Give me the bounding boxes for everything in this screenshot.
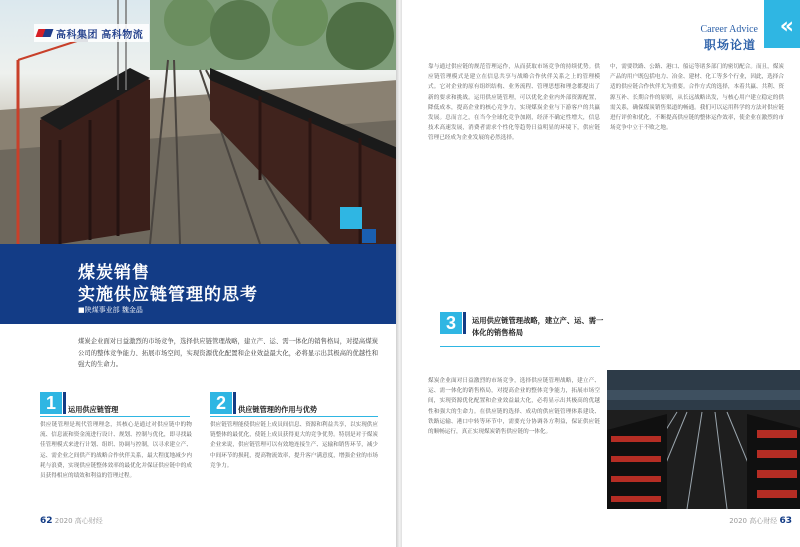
railway-yard-photo [607, 370, 800, 509]
section-3-title: 运用供应链管理战略，建立产、运、需一体化的销售格局 [472, 316, 604, 337]
section-3-number: 3 [440, 312, 462, 334]
section-3-rule [440, 346, 600, 347]
left-column-2-text: 供应链管理能使供应链上成员间信息、资源和利益共享，以实现供应链整体的最优化，使链上成员获得更大的竞争优势。特别是对于煤炭企业来说，供应链管理可以有效地连接生产、运输和销售环节，减少中间环节的损耗，提高物流效率，提升客户满意度，增强企业的市场竞争力。 [210, 422, 378, 469]
title-accent-square [340, 207, 362, 229]
article-author: ■陕煤事业部 魏金晶 [78, 306, 143, 314]
column-label-chinese: 职场论道 [703, 38, 756, 52]
chevron-left-icon: « [779, 14, 794, 39]
article-title-line1: 煤炭销售 [78, 263, 150, 283]
right-page [402, 0, 800, 547]
right-column-1b-text: 煤炭企业面对日益激烈的市场竞争，选择供应链管理战略，建立产、运、需一体化的销售格局，对提高企业的整体竞争能力，拓展市场空间，实现资源优化配置和企业效益最大化，必将显示出其极高的优越性和强大的生命力。在供应链的选择、成功的供应链管理体系建设、铁路运输、港口中转等环节中，需要充分协调各方利益，保证供应链的顺畅运行，真正实现煤炭销售供应链的一体化。 [428, 378, 600, 436]
right-column-2-text: 中，需要铁路、公路、港口、船运等诸多部门的密切配合。而且，煤炭产品的用户既包括电力、冶金、建材、化工等多个行业，因此，选择合适的供应链合作伙伴尤为重要。合作方式的选择，本着共赢、共利、资源互补、长期合作的原则，从长远战略出发，与核心用户建立稳定的供需关系，确保煤炭销售渠道的畅通。我们可以运用科学的方法对供应链进行评价和优化，不断提高供应链的整体运作效率，使企业在激烈的市场竞争中立于不败之地。 [610, 64, 784, 132]
page-folio-right-text: 2020 高心财经 [729, 517, 778, 525]
section-2-rule [210, 416, 378, 417]
page-number-left: 62 [40, 516, 53, 526]
page-number-right: 63 [779, 516, 792, 526]
section-2-title: 供应链管理的作用与优势 [238, 405, 318, 414]
page-folio-left [40, 516, 103, 526]
logo-text: 高科集团 高科物流 [56, 29, 144, 41]
page-folio-right [729, 516, 792, 526]
title-accent-square-small [362, 229, 376, 243]
company-logo [34, 24, 149, 42]
article-title-line2: 实施供应链管理的思考 [78, 285, 258, 305]
left-page [0, 0, 398, 547]
section-1-title: 运用供应链管理 [68, 405, 119, 414]
column-label-english: Career Advice [700, 24, 758, 35]
column-tab [764, 0, 800, 48]
article-intro: 煤炭企业面对日益激烈的市场竞争，选择供应链管理战略，建立产、运、需一体化的销售格局，对提高煤炭公司的整体竞争能力、拓展市场空间，实现资源优化配置和企业效益最大化，必将显示出其极高的优越性和强大的生命力。 [78, 338, 378, 368]
page-folio-left-text: 2020 高心财经 [54, 517, 103, 525]
left-column-1-text: 供应链管理是现代管理理念，其核心是通过对供应链中的物流、信息流和资金流进行设计、规划、控制与优化，即寻找最佳管理模式来进行计划、组织、协调与控制，以寻求建立产、运、需企业之间供产的战略合作伙伴关系，最大程度地减少内耗与浪费，实现供应链整体效率的最优化并保证供应链中的成员获得相应的绩效和利益的管理过程。 [40, 422, 192, 480]
section-1-rule [40, 416, 190, 417]
section-1-number: 1 [40, 392, 62, 414]
right-column-1-text: 靠与通过供应链的规范管理运作，从而获取市场竞争的持续优势。供应链管理模式是建立在信息共享与战略合作伙伴关系之上的管理模式。它对企业的原有组织结构、业务流程、管理思想和理念都提出了新的要求和挑战。运用供应链管理，可以优化企业内外部资源配置，降低成本，提高企业的核心竞争力，实现煤炭企业与下游客户的共赢发展。总而言之，在当今全球化竞争加剧，经济不确定性增大，信息技术高速发展，消费者需求个性化等趋势日益明显的环境下，供应链管理已经成为企业发展的必然选择。 [428, 64, 600, 142]
section-2-number: 2 [210, 392, 232, 414]
railway-yard-illustration [607, 370, 800, 509]
logo-icon [37, 27, 53, 39]
